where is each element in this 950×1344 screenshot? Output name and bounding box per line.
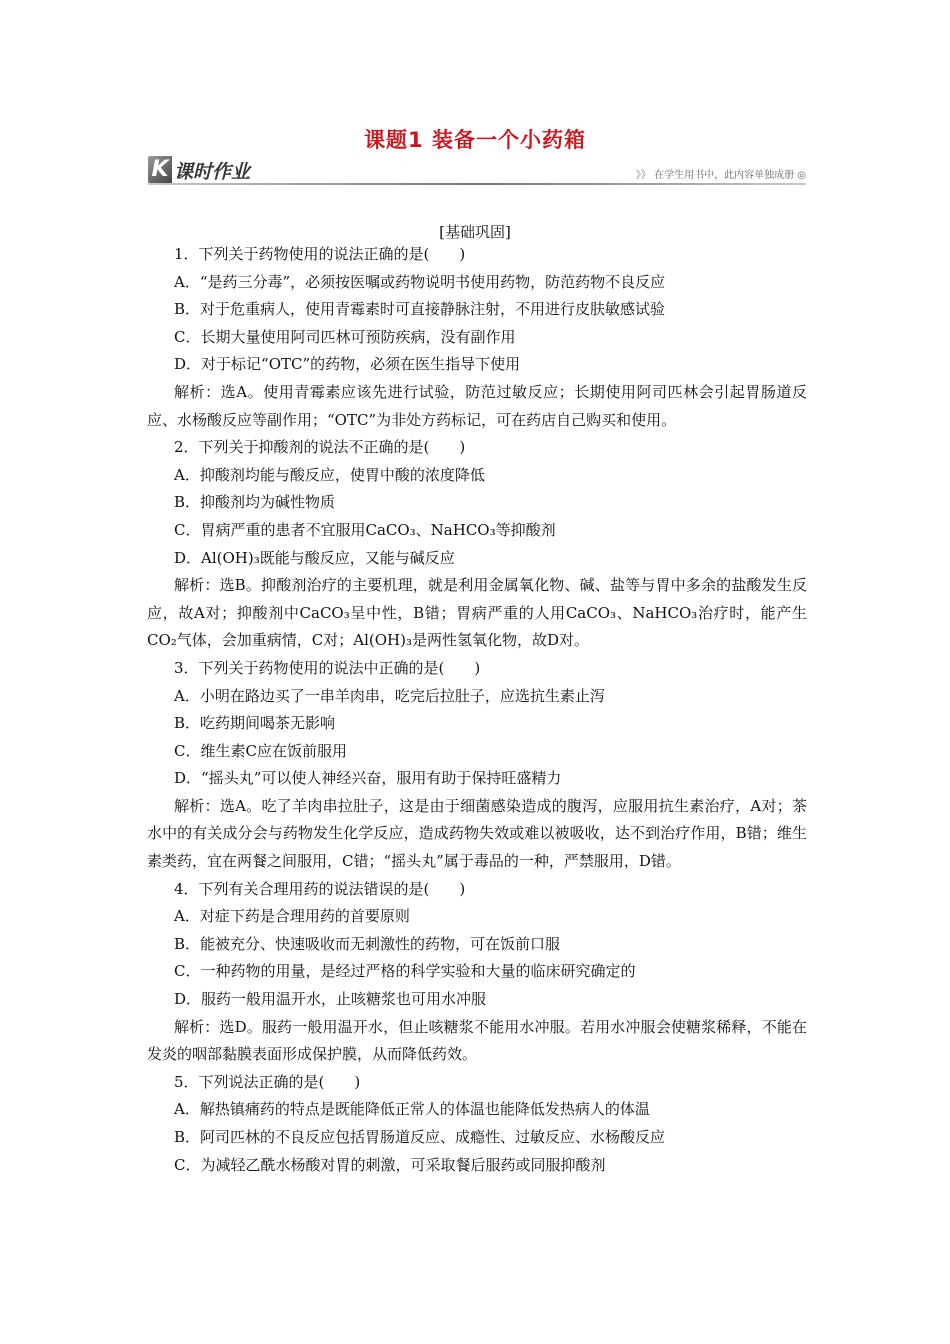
question-stem: 4．下列有关合理用药的说法错误的是( ) bbox=[174, 879, 466, 898]
question-option: B．抑酸剂均为碱性物质 bbox=[174, 493, 336, 512]
question-list bbox=[147, 241, 807, 1179]
question-option: A．小明在路边买了一串羊肉串，吃完后拉肚子，应选抗生素止泻 bbox=[174, 686, 605, 705]
banner-label: 课时作业 bbox=[174, 161, 251, 183]
answer-explanation: 解析：选A。吃了羊肉串拉肚子，这是由于细菌感染造成的腹泻，应服用抗生素治疗，A对；茶水中的有关成分会与药物发生化学反应，造成药物失效或难以被吸收，达不到治疗作用，B错；维生素类药，宜在两餐之间服用，C错；“摇头丸”属于毒品的一种，严禁服用，D错。 bbox=[147, 796, 807, 871]
question-option: B．对于危重病人，使用青霉素时可直接静脉注射，不用进行皮肤敏感试验 bbox=[174, 300, 666, 319]
answer-explanation: 解析：选D。服药一般用温开水，但止咳糖浆不能用水冲服。若用水冲服会使糖浆稀释，不能在发炎的咽部黏膜表面形成保护膜，从而降低药效。 bbox=[147, 1017, 807, 1064]
question-stem: 2．下列关于抑酸剂的说法不正确的是( ) bbox=[174, 438, 466, 457]
question-option: D．服药一般用温开水，止咳糖浆也可用水冲服 bbox=[174, 990, 487, 1009]
banner-note: 》》 在学生用书中，此内容单独成册 ◎ bbox=[635, 170, 806, 181]
question-option: C．维生素C应在饭前服用 bbox=[174, 741, 347, 760]
question-option: C．为减轻乙酰水杨酸对胃的刺激，可采取餐后服药或同服抑酸剂 bbox=[174, 1155, 606, 1174]
question-option: A．“是药三分毒”，必须按医嘱或药物说明书使用药物，防范药物不良反应 bbox=[174, 272, 666, 291]
question-option: B．阿司匹林的不良反应包括胃肠道反应、成瘾性、过敏反应、水杨酸反应 bbox=[174, 1128, 666, 1146]
question-option: A．抑酸剂均能与酸反应，使胃中酸的浓度降低 bbox=[174, 465, 485, 484]
banner-divider bbox=[148, 183, 806, 185]
question-option: C．胃病严重的患者不宜服用CaCO₃、NaHCO₃等抑酸剂 bbox=[174, 520, 556, 539]
question-option: A．解热镇痛药的特点是既能降低正常人的体温也能降低发热病人的体温 bbox=[174, 1100, 650, 1119]
page-title: 课题1 装备一个小药箱 bbox=[364, 128, 586, 152]
question-option: D．“摇头丸”可以使人神经兴奋，服用有助于保持旺盛精力 bbox=[174, 769, 562, 788]
question-option: B．吃药期间喝茶无影响 bbox=[174, 714, 336, 733]
question-stem: 1．下列关于药物使用的说法正确的是( ) bbox=[174, 245, 466, 263]
answer-explanation: 解析：选B。抑酸剂治疗的主要机理，就是利用金属氧化物、碱、盐等与胃中多余的盐酸发生反应，故A对；抑酸剂中CaCO₃呈中性，B错；胃病严重的人用CaCO₃、NaHCO₃治疗时，能产生CO₂气体，会加重病情，C对；Al(OH)₃是两性氢氧化物，故D对。 bbox=[147, 576, 807, 650]
question-option: A．对症下药是合理用药的首要原则 bbox=[174, 907, 410, 926]
answer-explanation: 解析：选A。使用青霉素应该先进行试验，防范过敏反应；长期使用阿司匹林会引起胃肠道反应、水杨酸反应等副作用；“OTC”为非处方药标记，可在药店自己购买和使用。 bbox=[147, 382, 807, 429]
question-option: D．对于标记“OTC”的药物，必须在医生指导下使用 bbox=[174, 355, 521, 374]
section-heading: [基础巩固] bbox=[439, 223, 511, 241]
question-option: B．能被充分、快速吸收而无刺激性的药物，可在饭前口服 bbox=[174, 934, 561, 953]
question-stem: 5．下列说法正确的是( ) bbox=[174, 1072, 361, 1091]
question-option: D．Al(OH)₃既能与酸反应，又能与碱反应 bbox=[174, 548, 455, 567]
question-option: C．一种药物的用量，是经过严格的科学实验和大量的临床研究确定的 bbox=[174, 962, 636, 981]
question-stem: 3．下列关于药物使用的说法中正确的是( ) bbox=[174, 658, 481, 677]
question-option: C．长期大量使用阿司匹林可预防疾病，没有副作用 bbox=[174, 327, 516, 346]
k-logo-icon: K bbox=[148, 156, 172, 183]
homework-banner bbox=[148, 156, 806, 186]
